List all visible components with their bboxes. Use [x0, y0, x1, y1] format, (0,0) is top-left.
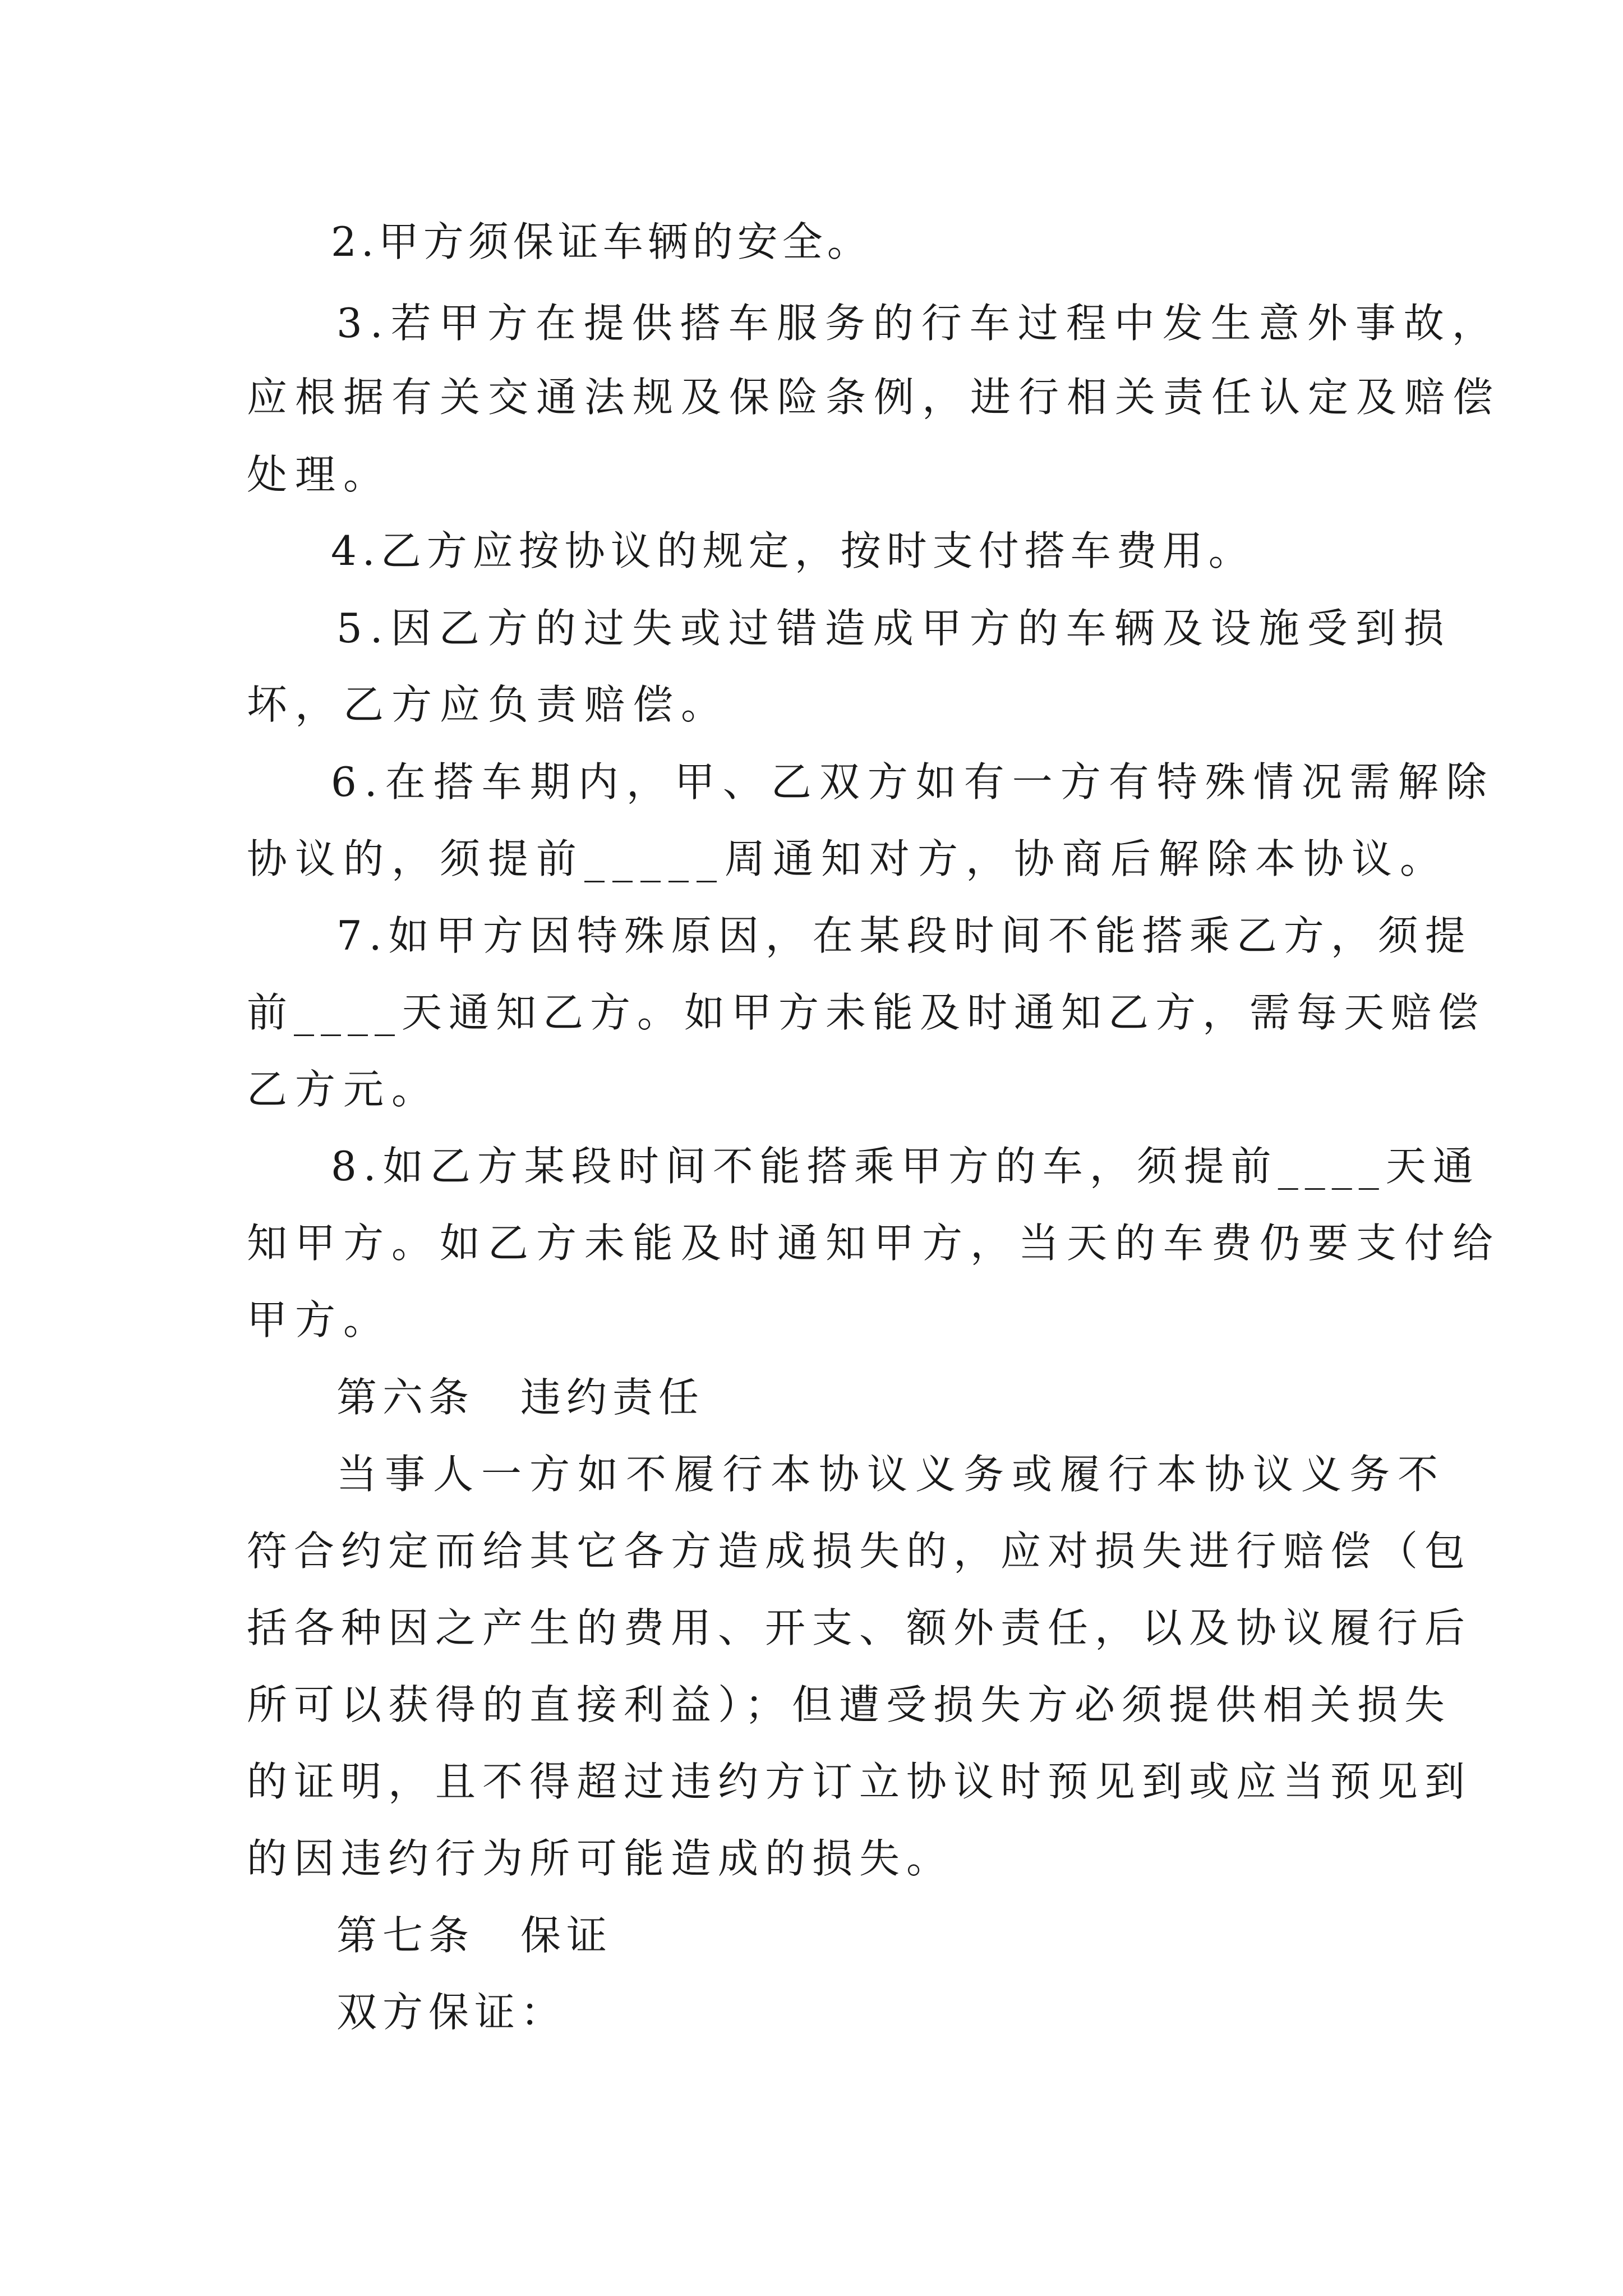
text-line: 3.若甲方在提供搭车服务的行车过程中发生意外事故， — [336, 300, 1500, 347]
text-line: 协议的，须提前_____周通知对方，协商后解除本协议。 — [247, 835, 1449, 882]
text-line: 当事人一方如不履行本协议义务或履行本协议义务不 — [336, 1451, 1446, 1498]
text-line: 坏，乙方应负责赔偿。 — [247, 681, 730, 728]
text-line: 括各种因之产生的费用、开支、额外责任，以及协议履行后 — [247, 1604, 1472, 1651]
text-line: 双方保证： — [336, 1989, 567, 2036]
text-line: 乙方元。 — [247, 1066, 440, 1113]
section-heading: 第六条 违约责任 — [336, 1374, 705, 1421]
section-heading: 第七条 保证 — [336, 1912, 613, 1959]
text-line: 知甲方。如乙方未能及时通知甲方，当天的车费仍要支付给 — [247, 1220, 1501, 1267]
text-line: 4.乙方应按协议的规定，按时支付搭车费用。 — [331, 527, 1255, 574]
text-line: 前____天通知乙方。如甲方未能及时通知乙方，需每天赔偿 — [247, 989, 1486, 1036]
text-line: 应根据有关交通法规及保险条例，进行相关责任认定及赔偿 — [247, 374, 1501, 421]
text-line: 5.因乙方的过失或过错造成甲方的车辆及设施受到损 — [336, 605, 1452, 652]
text-line: 符合约定而给其它各方造成损失的，应对损失进行赔偿（包 — [247, 1527, 1472, 1575]
text-line: 的证明，且不得超过违约方订立协议时预见到或应当预见到 — [247, 1758, 1472, 1805]
text-line: 8.如乙方某段时间不能搭乘甲方的车，须提前____天通 — [331, 1143, 1480, 1190]
text-line: 7.如甲方因特殊原因，在某段时间不能搭乘乙方，须提 — [336, 912, 1472, 959]
text-line: 甲方。 — [247, 1296, 392, 1343]
text-line: 的因违约行为所可能造成的损失。 — [247, 1835, 954, 1882]
text-line: 2.甲方须保证车辆的安全。 — [331, 218, 872, 265]
text-line: 6.在搭车期内，甲、乙双方如有一方有特殊情况需解除 — [331, 758, 1495, 806]
text-line: 所可以获得的直接利益）；但遭受损失方必须提供相关损失 — [247, 1681, 1452, 1728]
text-line: 处理。 — [247, 451, 392, 498]
